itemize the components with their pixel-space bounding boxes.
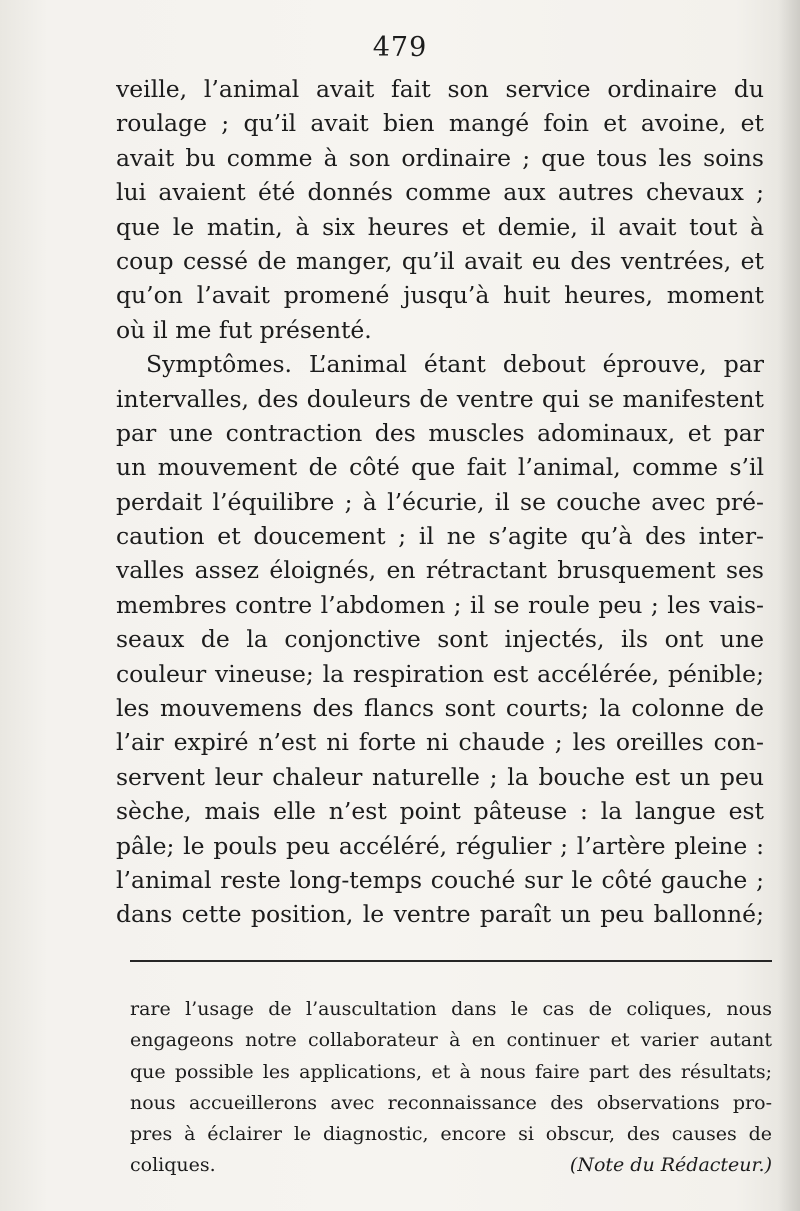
text-line: valles assez éloignés, en rétractant brusquement ses: [116, 556, 764, 585]
footnote-separator-rule: [130, 960, 772, 962]
text-line: veille, l’animal avait fait son service ordinaire du: [116, 75, 764, 103]
text-line: perdait l’équilibre ; à l’écurie, il se couche avec pré-: [116, 487, 764, 516]
text-line: pâle; le pouls peu accéléré, régulier ; l’artère pleine :: [116, 831, 764, 860]
footnote-line: engageons notre collaborateur à en continuer et varier autant: [130, 1029, 772, 1052]
text-line: couleur vineuse; la respiration est accélérée, pénible;: [116, 659, 764, 688]
text-line: roulage ; qu’il avait bien mangé foin et avoine, et: [116, 109, 764, 138]
text-line: seaux de la conjonctive sont injectés, ils ont une: [116, 625, 764, 654]
text-line: coup cessé de manger, qu’il avait eu des ventrées, et: [116, 246, 764, 275]
text-line: intervalles, des douleurs de ventre qui se manifestent: [116, 384, 764, 413]
main-text-block: [116, 72, 764, 932]
text-line: servent leur chaleur naturelle ; la bouche est un peu: [116, 762, 764, 791]
text-line: les mouvemens des flancs sont courts; la colonne de: [116, 694, 764, 723]
footnote-line: nous accueillerons avec reconnaissance des observations pro-: [130, 1091, 772, 1114]
text-line: l’animal reste long-temps couché sur le côté gauche ;: [116, 865, 764, 894]
text-line: membres contre l’abdomen ; il se roule peu ; les vais-: [116, 590, 764, 619]
footnote-line: rare l’usage de l’auscultation dans le cas de coliques, nous: [130, 998, 772, 1020]
footnote-last-word: coliques.: [130, 1154, 216, 1177]
footnote-line: que possible les applications, et à nous faire part des résultats;: [130, 1060, 772, 1083]
text-line: caution et doucement ; il ne s’agite qu’à des inter-: [116, 522, 764, 551]
footnote-line: pres à éclairer le diagnostic, encore si obscur, des causes de: [130, 1123, 772, 1146]
editor-note: (Note du Rédacteur.): [569, 1154, 772, 1177]
page-edge-shadow: [778, 0, 800, 1211]
text-line: dans cette position, le ventre paraît un peu ballonné;: [116, 900, 764, 929]
text-line: où il me fut présenté.: [116, 315, 372, 344]
text-line: que le matin, à six heures et demie, il avait tout à: [116, 212, 764, 241]
text-line: lui avaient été donnés comme aux autres chevaux ;: [116, 178, 764, 207]
page-number: 479: [372, 32, 428, 63]
footnote-last-line: [130, 1150, 772, 1181]
text-line: un mouvement de côté que fait l’animal, comme s’il: [116, 453, 764, 482]
footnote-block: [130, 994, 772, 1182]
text-line: par une contraction des muscles adominaux, et par: [116, 418, 764, 447]
text-line: qu’on l’avait promené jusqu’à huit heures, moment: [116, 281, 764, 310]
text-line: Symptômes. L’animal étant debout éprouve, par: [146, 350, 764, 379]
text-line: l’air expiré n’est ni forte ni chaude ; les oreilles con-: [116, 728, 764, 757]
text-line: avait bu comme à son ordinaire ; que tous les soins: [116, 143, 764, 172]
text-line: sèche, mais elle n’est point pâteuse : la langue est: [116, 797, 764, 826]
